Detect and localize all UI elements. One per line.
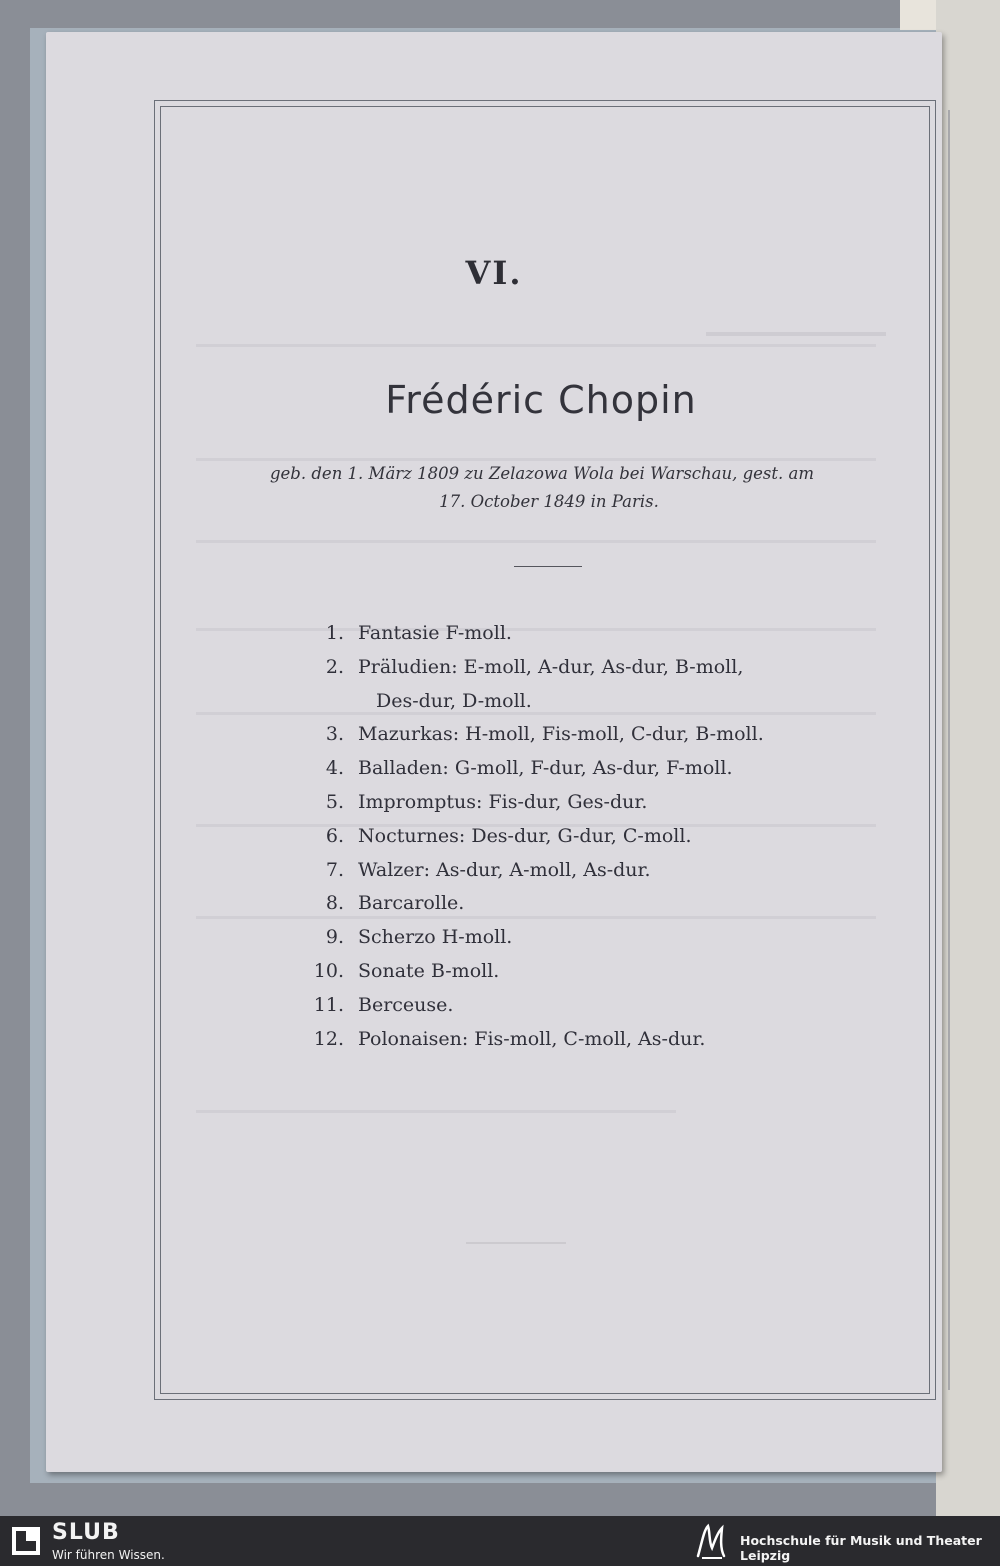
work-title: Balladen: G-moll, F-dur, As-dur, F-moll. <box>358 757 733 780</box>
work-title-continuation: Des-dur, D-moll. <box>376 689 532 712</box>
work-title: Präludien: E-moll, A-dur, As-dur, B-moll, <box>358 655 744 678</box>
document-page <box>46 32 942 1472</box>
composer-bio <box>242 460 842 516</box>
work-title: Scherzo H-moll. <box>358 926 513 949</box>
work-item <box>284 989 844 1023</box>
composer-name: Frédéric Chopin <box>385 378 697 422</box>
work-title: Mazurkas: H-moll, Fis-moll, C-dur, B-moll. <box>358 723 764 746</box>
work-number: 3. <box>325 723 344 746</box>
divider-rule <box>514 566 582 567</box>
work-item <box>284 752 844 786</box>
work-number: 1. <box>325 622 344 644</box>
work-number: 2. <box>325 655 344 678</box>
work-item <box>284 854 844 888</box>
work-number: 10. <box>313 959 344 982</box>
work-item <box>284 786 844 820</box>
hmt-logo-icon[interactable] <box>692 1522 730 1562</box>
adjacent-page-edge <box>936 0 1000 1516</box>
work-title: Impromptus: Fis-dur, Ges-dur. <box>358 790 648 813</box>
work-title: Sonate B-moll. <box>358 959 500 982</box>
work-title: Berceuse. <box>358 993 454 1016</box>
bio-line-2: 17. October 1849 in Paris. <box>439 492 659 511</box>
footer-bar <box>0 1516 1000 1566</box>
section-numeral: VI. <box>465 254 523 292</box>
work-item <box>284 718 844 752</box>
work-title: Walzer: As-dur, A-moll, As-dur. <box>358 858 651 881</box>
works-list <box>284 617 844 1056</box>
work-title-block <box>358 651 844 719</box>
slub-logo-icon[interactable] <box>10 1525 42 1557</box>
work-item <box>284 955 844 989</box>
work-number: 5. <box>325 790 344 813</box>
work-number: 12. <box>313 1027 344 1050</box>
bio-line-1: geb. den 1. März 1809 zu Zelazowa Wola bei Warschau, gest. am <box>269 464 815 483</box>
work-number: 6. <box>325 824 344 847</box>
work-number: 11. <box>313 993 344 1016</box>
slub-brand[interactable]: SLUB <box>52 1520 120 1545</box>
institution-name[interactable]: Hochschule für Musik und Theater Leipzig <box>740 1533 982 1563</box>
work-number: 9. <box>325 926 344 949</box>
work-item <box>284 921 844 955</box>
work-item <box>284 820 844 854</box>
work-number: 8. <box>325 892 344 915</box>
work-number: 7. <box>325 858 344 881</box>
page-gap <box>900 0 936 30</box>
work-title: Barcarolle. <box>358 892 465 915</box>
work-item <box>284 1023 844 1057</box>
slub-tagline: Wir führen Wissen. <box>52 1548 165 1562</box>
work-title: Nocturnes: Des-dur, G-dur, C-moll. <box>358 824 692 847</box>
work-title: Fantasie F-moll. <box>358 622 512 644</box>
work-item <box>284 617 844 651</box>
work-item <box>284 651 844 719</box>
work-number: 4. <box>325 757 344 780</box>
work-item <box>284 887 844 921</box>
work-title: Polonaisen: Fis-moll, C-moll, As-dur. <box>358 1027 706 1050</box>
